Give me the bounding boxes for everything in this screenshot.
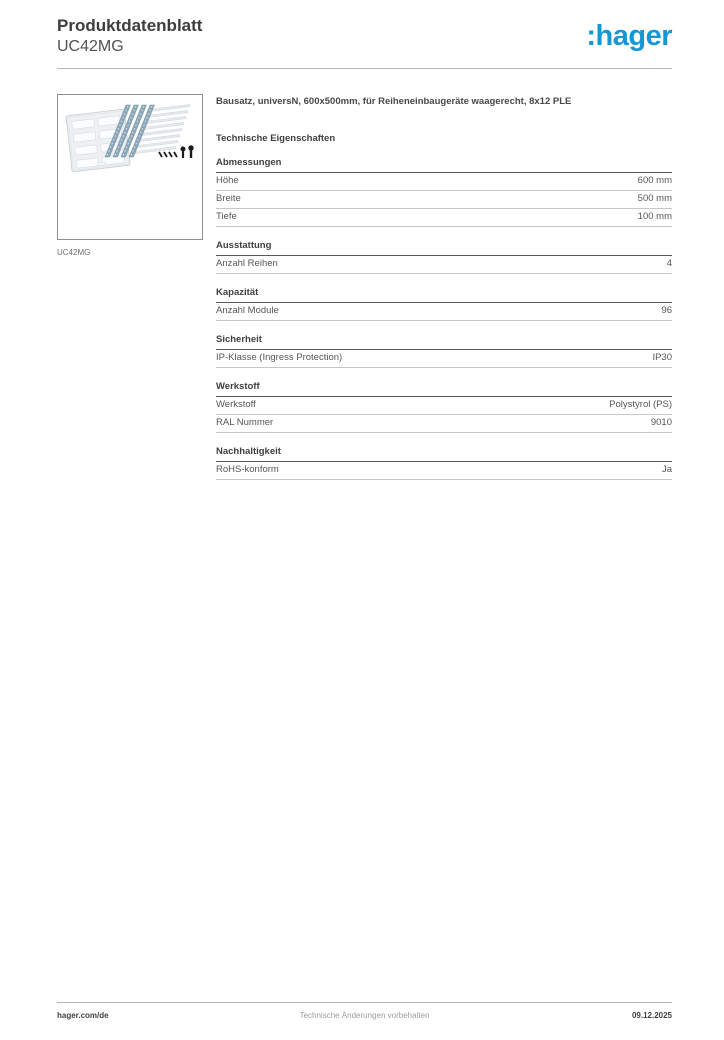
spec-section-ausstattung	[216, 240, 672, 274]
spec-value: 9010	[650, 417, 672, 429]
spec-label: Tiefe	[216, 211, 237, 223]
footer-date: 09.12.2025	[631, 1011, 672, 1020]
spec-value: 96	[661, 305, 672, 317]
product-description: Bausatz, universN, 600x500mm, für Reiheneinbaugeräte waagerecht, 8x12 PLE	[216, 95, 572, 107]
spec-label: Höhe	[216, 175, 239, 187]
spec-section-title: Kapazität	[216, 287, 672, 303]
spec-label: RoHS-konform	[216, 464, 279, 476]
spec-section-abmessungen	[216, 157, 672, 227]
spec-label: Anzahl Reihen	[216, 258, 278, 270]
spec-value: 100 mm	[637, 211, 672, 223]
footer-disclaimer: Technische Änderungen vorbehalten	[299, 1011, 430, 1020]
spec-sections	[216, 157, 672, 480]
spec-label: IP-Klasse (Ingress Protection)	[216, 352, 343, 364]
spec-row	[216, 415, 672, 433]
spec-label: Werkstoff	[216, 399, 256, 411]
hager-logo: :hager	[586, 20, 672, 52]
spec-row	[216, 209, 672, 227]
product-image-caption: UC42MG	[57, 247, 91, 257]
spec-section-title: Nachhaltigkeit	[216, 446, 672, 462]
spec-section-title: Werkstoff	[216, 381, 672, 397]
spec-section-kapazität	[216, 287, 672, 321]
footer	[57, 1002, 672, 1020]
spec-row	[216, 462, 672, 480]
spec-section-werkstoff	[216, 381, 672, 433]
product-code: UC42MG	[57, 38, 124, 56]
spec-row	[216, 397, 672, 415]
spec-value: 500 mm	[637, 193, 672, 205]
header-divider	[57, 68, 672, 69]
header	[57, 16, 672, 57]
header-titles	[57, 16, 202, 57]
spec-value: Ja	[661, 464, 672, 476]
spec-row	[216, 173, 672, 191]
spec-row	[216, 303, 672, 321]
footer-website-link[interactable]: hager.com/de	[57, 1011, 109, 1020]
spec-section-title: Abmessungen	[216, 157, 672, 173]
product-image-column	[57, 94, 203, 480]
spec-row	[216, 256, 672, 274]
spec-row	[216, 191, 672, 209]
spec-value: Polystyrol (PS)	[609, 399, 672, 411]
spec-label: RAL Nummer	[216, 417, 274, 429]
spec-value: 4	[666, 258, 672, 270]
page-title: Produktdatenblatt	[57, 16, 203, 35]
main-content	[57, 94, 672, 480]
tech-properties-heading: Technische Eigenschaften	[216, 132, 336, 144]
product-image-frame	[57, 94, 203, 240]
spec-row	[216, 350, 672, 368]
spec-label: Breite	[216, 193, 241, 205]
datasheet-page	[0, 16, 724, 1040]
spec-section-nachhaltigkeit	[216, 446, 672, 480]
spec-section-title: Sicherheit	[216, 334, 672, 350]
spec-value: 600 mm	[637, 175, 672, 187]
spec-label: Anzahl Module	[216, 305, 279, 317]
spec-value: IP30	[652, 352, 672, 364]
product-image	[58, 95, 202, 239]
spec-section-title: Ausstattung	[216, 240, 672, 256]
spec-column	[216, 94, 672, 480]
spec-section-sicherheit	[216, 334, 672, 368]
